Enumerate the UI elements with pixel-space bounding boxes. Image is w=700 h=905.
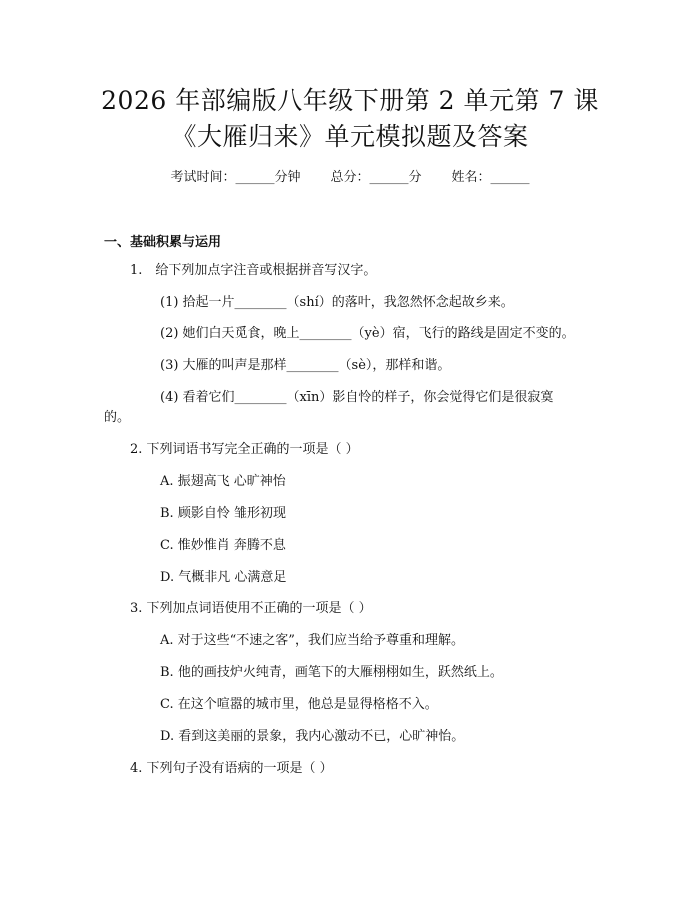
question-2-option-a: A. 振翅高飞 心旷神怡 (160, 474, 286, 489)
question-2-option-d: D. 气概非凡 心满意足 (160, 570, 287, 585)
question-4-stem: 4. 下列句子没有语病的一项是（ ） (130, 761, 333, 776)
exam-time-field: 考试时间：______分钟 (170, 170, 301, 185)
question-2-option-c: C. 惟妙惟肖 奔腾不息 (160, 538, 286, 553)
question-1-item-3: (3) 大雁的叫声是那样________（sè），那样和谐。 (160, 358, 451, 373)
question-3-option-b: B. 他的画技炉火纯青，画笔下的大雁栩栩如生，跃然纸上。 (160, 665, 503, 680)
question-1-stem: 1. 给下列加点字注音或根据拼音写汉字。 (130, 263, 377, 278)
question-1-item-2: (2) 她们白天觅食，晚上________（yè）宿，飞行的路线是固定不变的。 (160, 326, 575, 341)
question-2-stem: 2. 下列词语书写完全正确的一项是（ ） (130, 442, 359, 457)
question-1-item-4: (4) 看着它们________（xīn）影自怜的样子，你会觉得它们是很寂寞 (160, 390, 554, 405)
question-1-item-4-cont: 的。 (104, 410, 131, 425)
page-title-line2: 《大雁归来》单元模拟题及答案 (171, 122, 529, 151)
page-title-line1: 2026 年部编版八年级下册第 2 单元第 7 课 (101, 86, 599, 115)
question-3-option-d: D. 看到这美丽的景象，我内心激动不已，心旷神怡。 (160, 729, 465, 744)
exam-score-field: 总分：______分 (330, 170, 422, 185)
exam-meta-row (0, 169, 700, 187)
exam-name-field: 姓名：______ (451, 170, 530, 185)
question-3-stem: 3. 下列加点词语使用不正确的一项是（ ） (130, 601, 372, 616)
question-3-option-a: A. 对于这些“不速之客”，我们应当给予尊重和理解。 (160, 633, 464, 648)
section-heading-basics: 一、基础积累与运用 (104, 235, 222, 250)
question-2-option-b: B. 顾影自怜 雏形初现 (160, 506, 286, 521)
question-3-option-c: C. 在这个喧嚣的城市里，他总是显得格格不入。 (160, 697, 438, 712)
question-1-item-1: (1) 拾起一片________（shí）的落叶，我忽然怀念起故乡来。 (160, 295, 514, 310)
